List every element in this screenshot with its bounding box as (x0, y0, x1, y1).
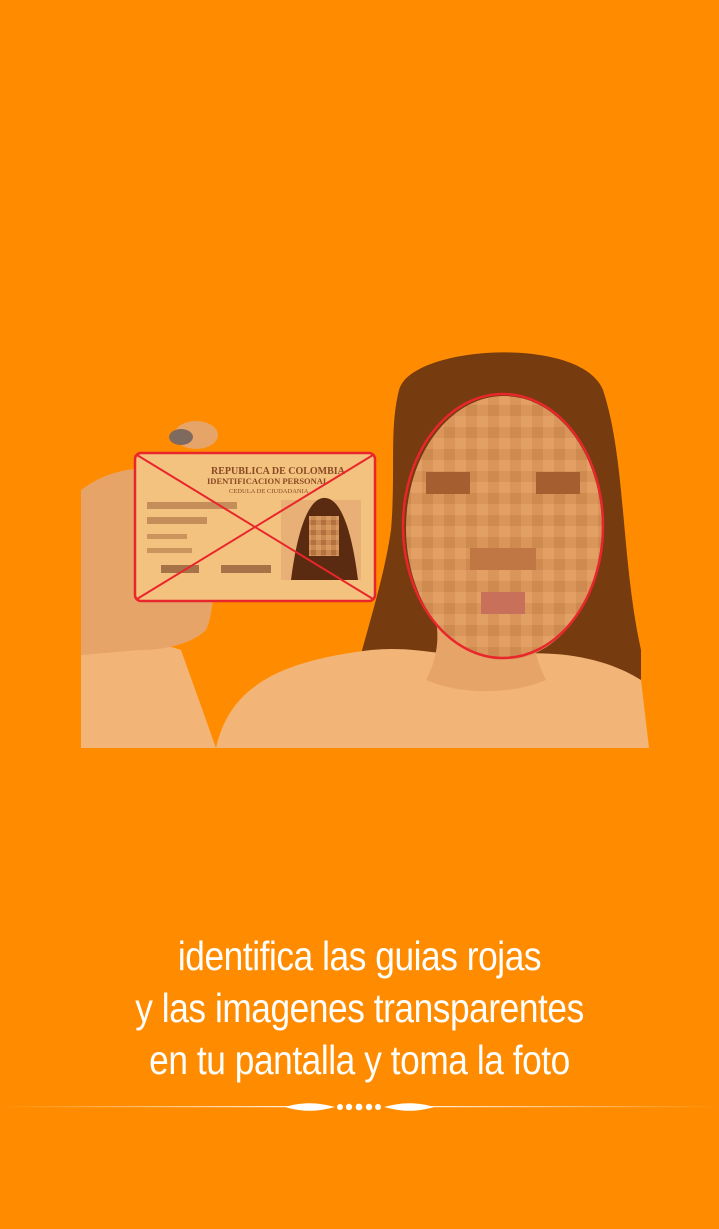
instruction-line-3: en tu pantalla y toma la foto (149, 1037, 570, 1083)
shirt-shape (216, 649, 649, 748)
ornamental-divider-icon (0, 1096, 719, 1118)
instructions-text (50, 930, 668, 1086)
instruction-line-2: y las imagenes transparentes (135, 985, 584, 1031)
card-subtitle: CEDULA DE CIUDADANIA (229, 488, 309, 495)
card-title: IDENTIFICACION PERSONAL (207, 476, 329, 486)
instruction-line-1: identifica las guias rojas (177, 933, 542, 979)
id-selfie-illustration (81, 350, 649, 748)
card-country: REPUBLICA DE COLOMBIA (211, 466, 345, 477)
